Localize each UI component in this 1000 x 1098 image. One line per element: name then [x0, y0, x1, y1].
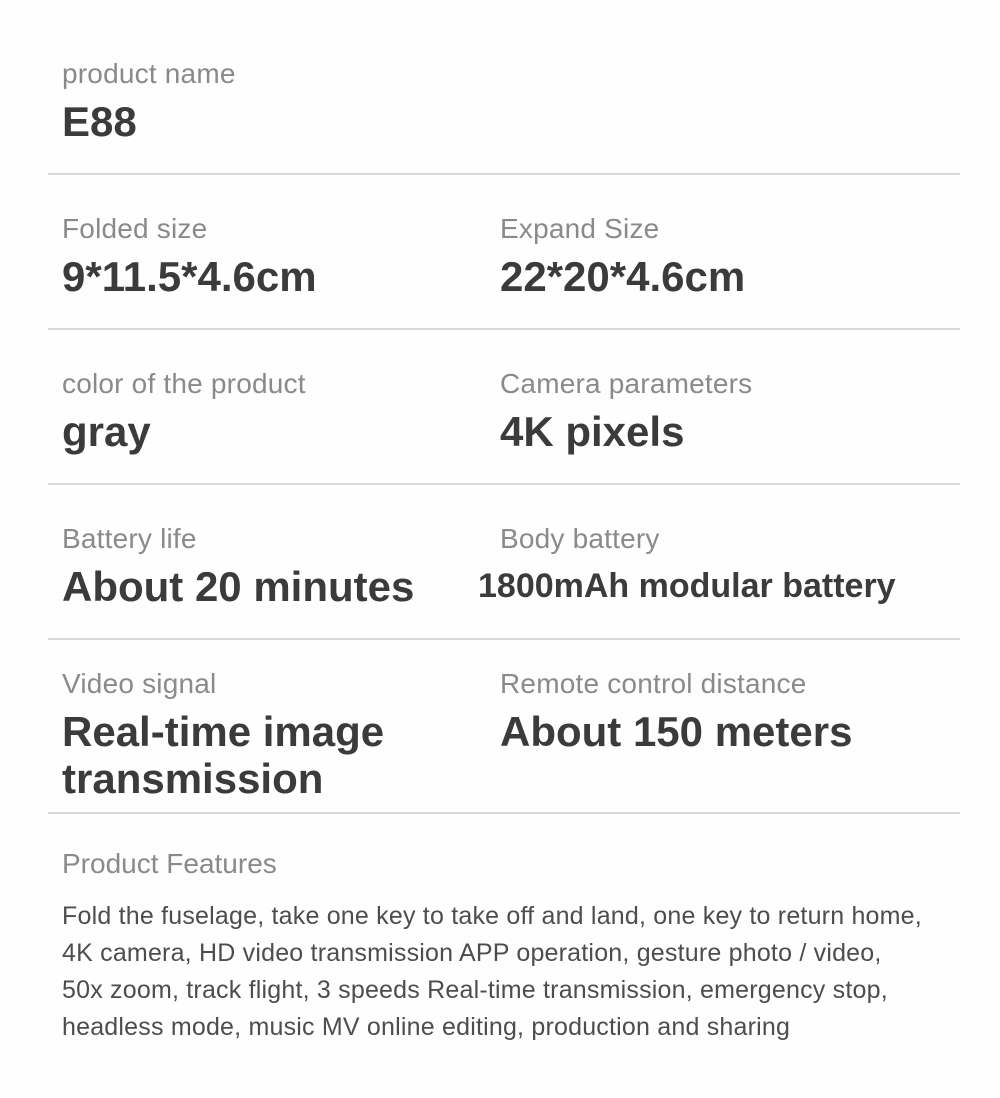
- spec-section-product-name: [62, 0, 960, 145]
- spec-label-body-battery: Body battery: [500, 523, 660, 554]
- spec-section-size: [62, 175, 960, 300]
- spec-label-folded-size: Folded size: [62, 213, 208, 244]
- spec-label-camera-parameters: Camera parameters: [500, 368, 753, 399]
- spec-label-battery-life: Battery life: [62, 523, 197, 554]
- spec-value-battery-life: About 20 minutes: [62, 563, 415, 610]
- spec-label-remote-control-distance: Remote control distance: [500, 668, 807, 699]
- spec-section-video-remote: [62, 640, 960, 802]
- spec-label-expand-size: Expand Size: [500, 213, 660, 244]
- spec-section-color-camera: [62, 330, 960, 455]
- spec-cell-expand-size: [500, 211, 960, 300]
- spec-cell-folded-size: [62, 211, 500, 300]
- product-features-line: Fold the fuselage, take one key to take off and land, one key to return home,: [62, 902, 922, 930]
- spec-value-remote-control-distance: About 150 meters: [500, 708, 853, 755]
- spec-cell-battery-life: [62, 521, 500, 610]
- spec-cell-camera-parameters: [500, 366, 960, 455]
- spec-cell-product-color: [62, 366, 500, 455]
- spec-value-camera-parameters: 4K pixels: [500, 408, 685, 455]
- spec-label-product-name: product name: [62, 58, 236, 89]
- spec-value-product-name: E88: [62, 98, 137, 145]
- spec-cell-video-signal: [62, 666, 500, 802]
- product-features-line: 50x zoom, track flight, 3 speeds Real-time transmission, emergency stop,: [62, 976, 888, 1004]
- product-features-section: [62, 814, 960, 1046]
- spec-section-battery: [62, 485, 960, 610]
- spec-value-folded-size: 9*11.5*4.6cm: [62, 253, 317, 300]
- spec-label-product-color: color of the product: [62, 368, 306, 399]
- product-features-line: headless mode, music MV online editing, production and sharing: [62, 1013, 791, 1041]
- spec-cell-body-battery: [478, 521, 960, 610]
- spec-value-video-signal: Real-time image transmission: [62, 708, 385, 802]
- spec-value-body-battery: 1800mAh modular battery: [478, 567, 896, 605]
- product-features-line: 4K camera, HD video transmission APP operation, gesture photo / video,: [62, 939, 882, 967]
- spec-cell-remote-control-distance: [500, 666, 960, 802]
- spec-value-product-color: gray: [62, 408, 151, 455]
- spec-label-video-signal: Video signal: [62, 668, 217, 699]
- spec-value-expand-size: 22*20*4.6cm: [500, 253, 746, 300]
- product-features-heading: Product Features: [62, 848, 277, 879]
- product-features-text: [62, 898, 960, 1046]
